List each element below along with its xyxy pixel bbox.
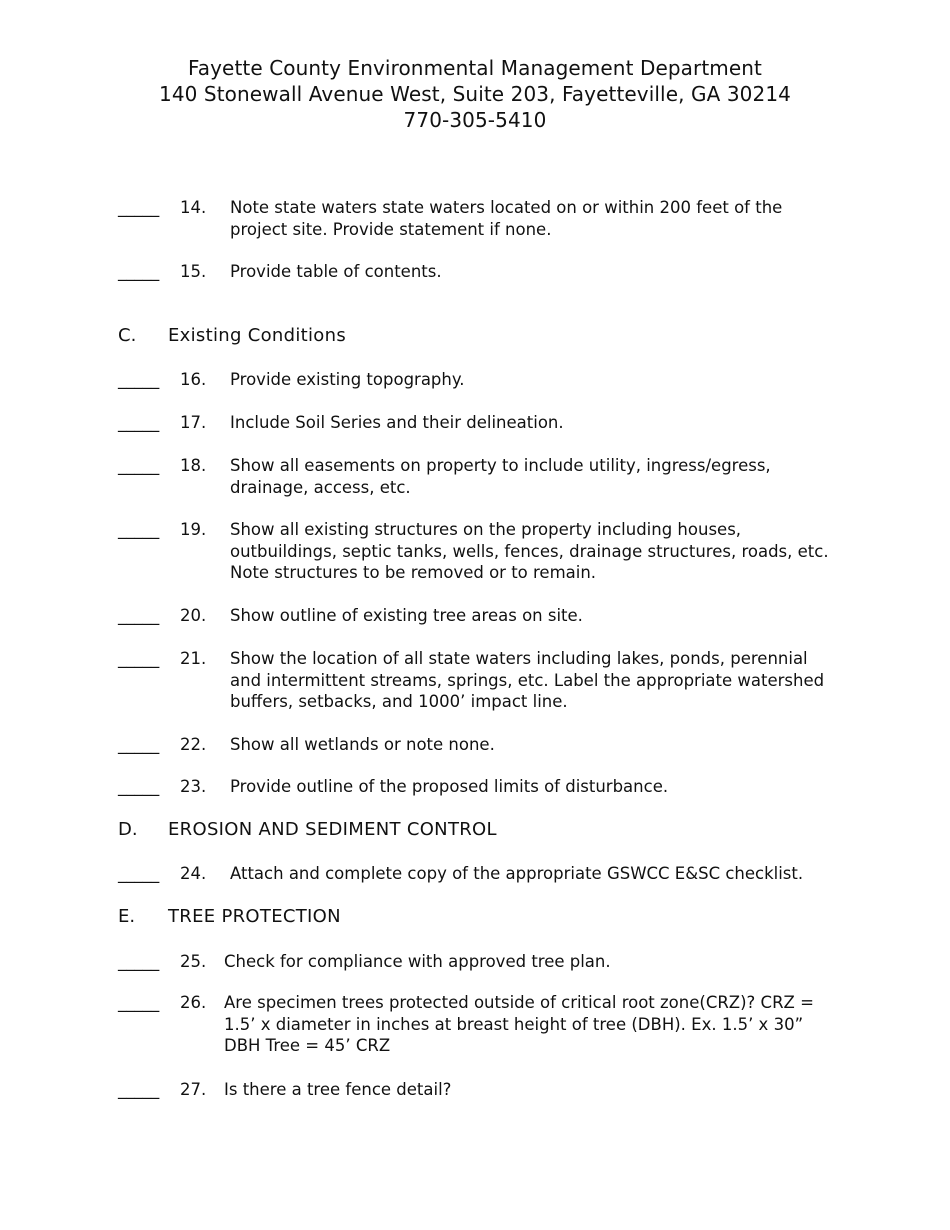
item-text: Are specimen trees protected outside of critical root zone(CRZ)? CRZ = 1.5’ x diameter in inches at breast height of tree (DBH). Ex. 1.5’ x 30” DBH Tree = 45’ CRZ: [224, 993, 814, 1055]
item-text: Show the location of all state waters including lakes, ponds, perennial and intermittent streams, springs, etc. Label the appropriate watershed buffers, setbacks, and 1000’ impact line.: [230, 649, 825, 711]
section-title: EROSION AND SEDIMENT CONTROL: [168, 819, 497, 840]
checkbox-blank: _____: [118, 456, 160, 475]
checkbox-blank: _____: [118, 370, 160, 389]
checkbox-blank: _____: [118, 520, 160, 539]
checkbox-blank: _____: [118, 735, 160, 754]
department-phone: 770-305-5410: [403, 108, 547, 132]
section-title: Existing Conditions: [168, 325, 346, 346]
item-number: 24.: [180, 864, 207, 883]
checkbox-blank: _____: [118, 606, 160, 625]
item-number: 27.: [180, 1080, 207, 1099]
item-text: Provide table of contents.: [230, 262, 442, 281]
item-number: 25.: [180, 952, 207, 971]
item-number: 15.: [180, 262, 207, 281]
item-text: Include Soil Series and their delineation.: [230, 413, 564, 432]
item-number: 19.: [180, 520, 207, 539]
section-letter: D.: [118, 819, 138, 840]
checkbox-blank: _____: [118, 993, 160, 1012]
item-number: 17.: [180, 413, 207, 432]
item-number: 16.: [180, 370, 207, 389]
item-text: Provide existing topography.: [230, 370, 465, 389]
checkbox-blank: _____: [118, 649, 160, 668]
item-text: Check for compliance with approved tree plan.: [224, 952, 611, 971]
item-number: 23.: [180, 777, 207, 796]
item-text: Provide outline of the proposed limits of disturbance.: [230, 777, 669, 796]
item-number: 20.: [180, 606, 207, 625]
checkbox-blank: _____: [118, 413, 160, 432]
item-text: Show all easements on property to include utility, ingress/egress, drainage, access, etc.: [230, 456, 771, 497]
section-letter: C.: [118, 325, 137, 346]
item-text: Is there a tree fence detail?: [224, 1080, 452, 1099]
item-text: Attach and complete copy of the appropriate GSWCC E&SC checklist.: [230, 864, 804, 883]
item-text: Note state waters state waters located on or within 200 feet of the project site. Provide statement if none.: [230, 198, 783, 239]
item-number: 21.: [180, 649, 207, 668]
item-number: 14.: [180, 198, 207, 217]
item-text: Show all wetlands or note none.: [230, 735, 495, 754]
checkbox-blank: _____: [118, 1080, 160, 1099]
section-letter: E.: [118, 906, 136, 927]
item-text: Show all existing structures on the property including houses, outbuildings, septic tanks, wells, fences, drainage structures, roads, etc. Note structures to be removed or to remain.: [230, 520, 829, 582]
checkbox-blank: _____: [118, 262, 160, 281]
item-number: 18.: [180, 456, 207, 475]
checkbox-blank: _____: [118, 777, 160, 796]
checkbox-blank: _____: [118, 198, 160, 217]
checkbox-blank: _____: [118, 864, 160, 883]
department-address: 140 Stonewall Avenue West, Suite 203, Fayetteville, GA 30214: [159, 82, 791, 106]
item-number: 22.: [180, 735, 207, 754]
item-number: 26.: [180, 993, 207, 1012]
item-text: Show outline of existing tree areas on site.: [230, 606, 583, 625]
section-title: TREE PROTECTION: [168, 906, 341, 927]
department-name: Fayette County Environmental Management Department: [187, 56, 762, 80]
checkbox-blank: _____: [118, 952, 160, 971]
